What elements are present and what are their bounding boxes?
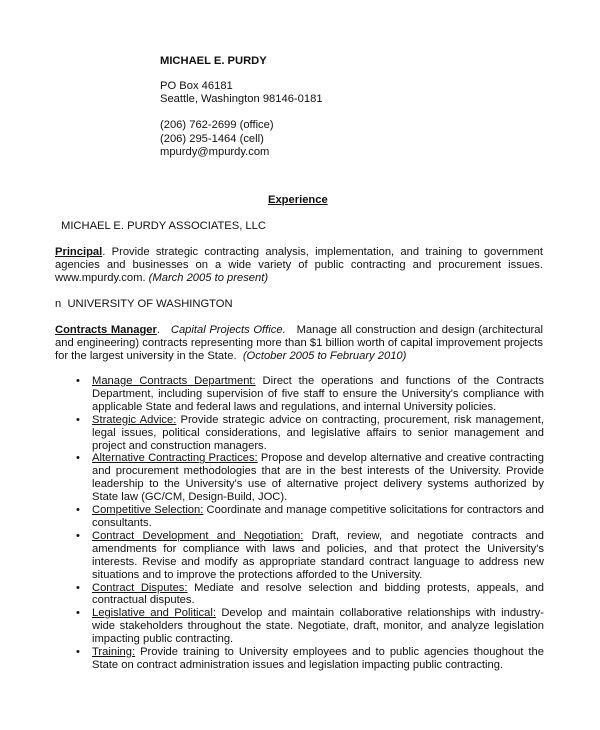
bullet-icon: • [76, 375, 80, 387]
list-item: • Alternative Contracting Practices: Propose and develop alternative and creative contracting and procurement methodologies that are in the best interests of the University. Provide leadership to the University's use of alternative project delivery systems authorized by State law (GC/CM, Design-Build, JOC). [76, 452, 544, 504]
job-1-desc: . Provide strategic contracting analysis, implementation, and training to government agencies and businesses on a wide variety of public contracting and procurement issues. www.mpurdy.com. [55, 246, 543, 284]
phone-office: (206) 762-2699 (office) [160, 119, 274, 131]
job-2-desc: Manage all construction and design (architectural and engineering) contracts representing more than $1 billion worth of capital improvement projects for the largest university in the State. [55, 324, 543, 362]
address-line-1: PO Box 46181 [160, 80, 233, 92]
bullet-icon: • [76, 529, 80, 542]
list-item: • Manage Contracts Department: Direct the operations and functions of the Contracts Department, including supervision of five staff to ensure the University's compliance with applicable State and federal laws and regulations, and internal University policies. [76, 375, 544, 413]
employer-2 [55, 298, 233, 311]
bullet-icon: • [76, 413, 80, 426]
list-item: • Contract Development and Negotiation: Draft, review, and negotiate contracts and amendments for compliance with laws and policies, and that protect the University's interests. Revise and modify as appropriate standard contract language to address new situations and to improve the protections afforded to the University. [76, 529, 544, 581]
bullet-icon: • [76, 504, 80, 517]
list-item: • Training: Provide training to University employees and to public agencies thoughout the State on contract administration issues and legislation impacting public contracting. [76, 646, 544, 671]
job-1-title: Principal [55, 246, 103, 258]
employer-2-name: UNIVERSITY OF WASHINGTON [67, 298, 233, 310]
resume-name: MICHAEL E. PURDY [160, 55, 267, 67]
bullet-icon: • [76, 607, 80, 620]
bullet-icon: • [76, 581, 80, 594]
job-2-description: Contracts Manager. Capital Projects Office. Manage all construction and design (architectural and engineering) contracts representing more than $1 billion worth of capital improvement projects for the largest university in the State. (October 2005 to February 2010) [55, 324, 543, 362]
list-item: • Strategic Advice: Provide strategic advice on contracting, procurement, risk management, legal issues, political considerations, and legislative affairs to senior management and project and construction managers. [76, 413, 544, 452]
list-item: • Contract Disputes: Mediate and resolve selection and bidding protests, appeals, and contractual disputes. [76, 581, 544, 607]
address-line-2: Seattle, Washington 98146-0181 [160, 93, 323, 105]
job-2-dates: (October 2005 to February 2010) [242, 350, 407, 362]
employer-1: MICHAEL E. PURDY ASSOCIATES, LLC [61, 220, 266, 232]
job-2-title: Contracts Manager [55, 324, 157, 336]
list-item: • Competitive Selection: Coordinate and manage competitive solicitations for contractors and consultants. [76, 504, 544, 529]
job-1-dates: (March 2005 to present) [148, 272, 269, 284]
phone-cell: (206) 295-1464 (cell) [160, 133, 264, 145]
employer-2-marker: n [55, 298, 62, 310]
list-item: • Legislative and Political: Develop and maintain collaborative relationships with industry-wide stakeholders throughout the state. Negotiate, draft, monitor, and analyze legislation impacting public contracting. [76, 607, 545, 646]
section-heading-experience: Experience [268, 194, 328, 206]
responsibilities-list [76, 375, 544, 672]
job-2-office: Capital Projects Office. [170, 324, 286, 336]
job-1-description [55, 246, 543, 285]
bullet-icon: • [76, 646, 80, 659]
bullet-icon: • [76, 452, 80, 465]
email: mpurdy@mpurdy.com [160, 146, 270, 158]
